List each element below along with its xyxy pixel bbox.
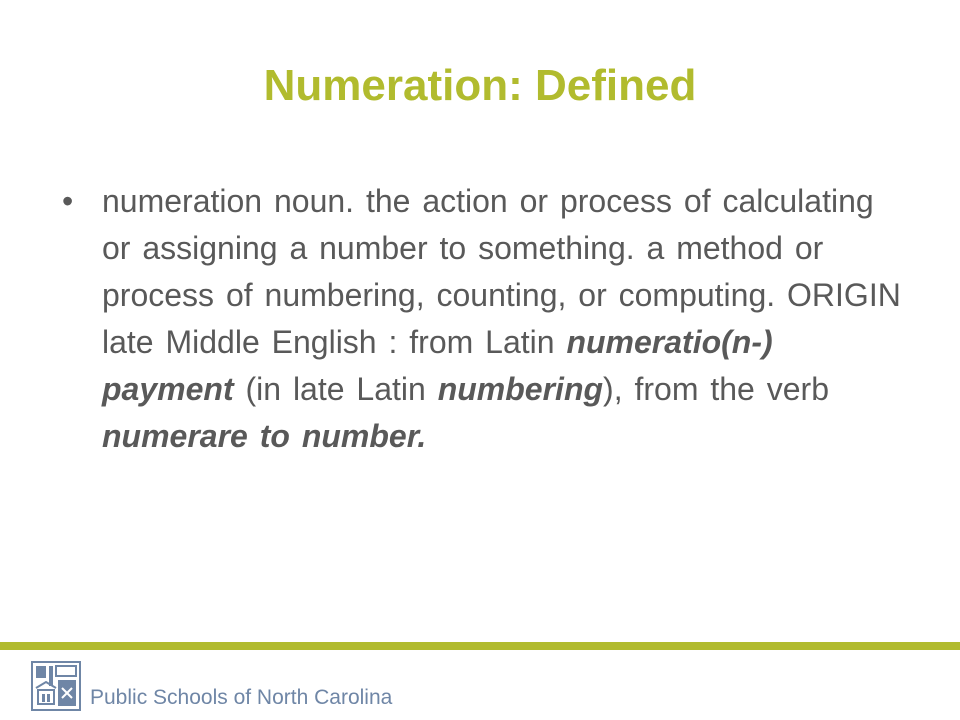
verb-numerare: numerare to number. <box>102 418 427 454</box>
definition-text-1: numeration noun. the action or process of calculating or assigning a number to something. a method or process of numbering, counting, or computing. ORIGIN late Middle English : from Latin <box>102 183 901 360</box>
late-latin-term-numbering: numbering <box>437 371 604 407</box>
footer-organization-name: Public Schools of North Carolina <box>90 686 393 709</box>
definition-text-2: (in late Latin <box>233 371 438 407</box>
bullet-marker: • <box>62 183 74 219</box>
bullet-item <box>62 178 910 460</box>
footer-divider <box>0 642 960 650</box>
definition-text-3: ), from the verb <box>603 371 829 407</box>
slide-title: Numeration: Defined <box>263 61 697 110</box>
latin-term-numeratio: numeratio(n-) payment <box>102 324 773 407</box>
bullet-list <box>62 178 910 460</box>
footer <box>28 658 392 714</box>
nc-public-schools-logo-icon <box>28 658 84 714</box>
